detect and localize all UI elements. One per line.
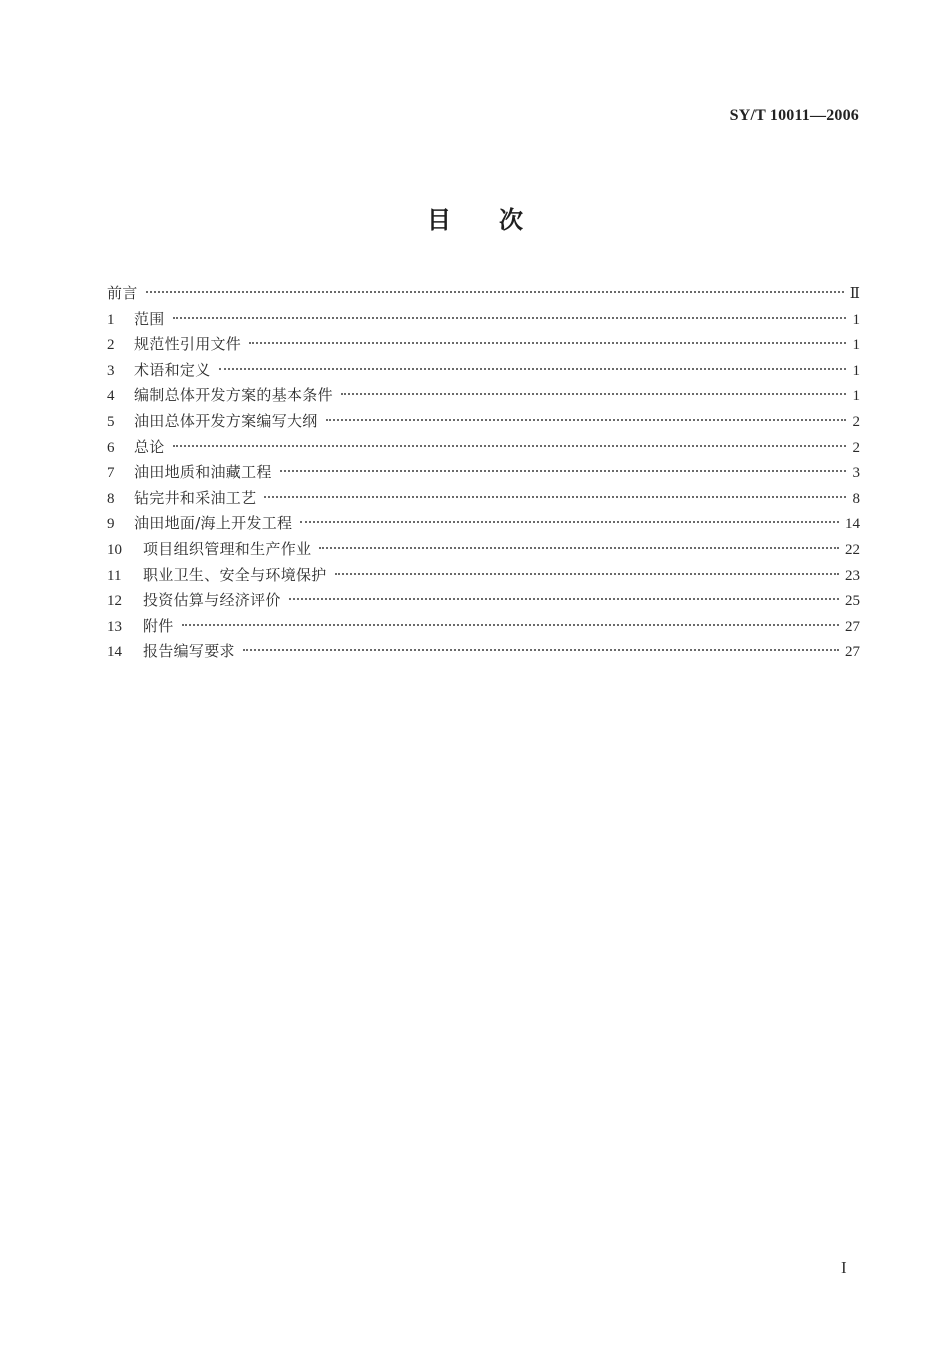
toc-entry-page: 1 bbox=[852, 337, 860, 354]
toc-entry-number: 10 bbox=[107, 541, 122, 558]
toc-entry[interactable] bbox=[107, 383, 860, 409]
toc-dot-leader bbox=[264, 496, 846, 498]
toc-entry[interactable] bbox=[107, 511, 860, 537]
toc-entry-number: 2 bbox=[107, 337, 115, 354]
toc-entry-number: 3 bbox=[107, 362, 115, 379]
toc-dot-leader bbox=[219, 368, 846, 370]
toc-entry-page: 22 bbox=[845, 541, 860, 558]
toc-entry-title: 术语和定义 bbox=[134, 360, 211, 379]
page-number: I bbox=[841, 1258, 847, 1277]
toc-entry-number: 14 bbox=[107, 644, 122, 661]
toc-entry-number: 4 bbox=[107, 388, 115, 405]
toc-dot-leader bbox=[243, 649, 839, 651]
toc-entry-title: 项目组织管理和生产作业 bbox=[143, 539, 312, 558]
toc-entry[interactable] bbox=[107, 281, 860, 307]
page-title-char-2: 次 bbox=[499, 206, 523, 234]
toc-dot-leader bbox=[319, 547, 839, 549]
toc-dot-leader bbox=[182, 624, 839, 626]
toc-entry-title: 油田地面/海上开发工程 bbox=[134, 514, 293, 533]
toc-entry-title: 附件 bbox=[143, 616, 174, 635]
toc-entry-page: 27 bbox=[845, 618, 860, 635]
toc-entry-page: 3 bbox=[852, 465, 860, 482]
toc-entry[interactable] bbox=[107, 435, 860, 461]
toc-entry-number: 5 bbox=[107, 413, 115, 430]
toc-dot-leader bbox=[173, 317, 846, 319]
toc-dot-leader bbox=[335, 573, 839, 575]
toc-entry-page: 1 bbox=[852, 362, 860, 379]
toc-entry-page: 2 bbox=[852, 413, 860, 430]
toc-entry[interactable] bbox=[107, 614, 860, 640]
toc-entry[interactable] bbox=[107, 332, 860, 358]
standard-code: SY/T 10011—2006 bbox=[729, 107, 859, 124]
toc-entry-title: 前言 bbox=[107, 284, 138, 302]
toc-entry-page: 14 bbox=[845, 516, 860, 533]
toc-entry[interactable] bbox=[107, 409, 860, 435]
toc-dot-leader bbox=[326, 419, 846, 421]
toc-entry-title: 职业卫生、安全与环境保护 bbox=[143, 565, 327, 584]
toc-dot-leader bbox=[146, 291, 844, 293]
toc-entry-page: 2 bbox=[852, 439, 860, 456]
toc-entry-number: 1 bbox=[107, 311, 115, 328]
toc-dot-leader bbox=[280, 470, 846, 472]
toc-entry-page: 23 bbox=[845, 567, 860, 584]
toc-entry[interactable] bbox=[107, 563, 860, 589]
page-title bbox=[0, 200, 950, 235]
toc-entry[interactable] bbox=[107, 639, 860, 665]
toc-entry[interactable] bbox=[107, 486, 860, 512]
toc-entry-number: 6 bbox=[107, 439, 115, 456]
table-of-contents bbox=[107, 281, 860, 665]
toc-entry-page: 1 bbox=[852, 388, 860, 405]
toc-entry-page: 25 bbox=[845, 593, 860, 610]
toc-entry-number: 11 bbox=[107, 567, 122, 584]
toc-entry-number: 12 bbox=[107, 593, 122, 610]
toc-entry[interactable] bbox=[107, 460, 860, 486]
toc-entry-page: 1 bbox=[852, 311, 860, 328]
toc-entry[interactable] bbox=[107, 537, 860, 563]
toc-dot-leader bbox=[173, 445, 846, 447]
toc-entry-number: 9 bbox=[107, 516, 115, 533]
page-title-char-1: 目 bbox=[427, 206, 451, 234]
toc-entry[interactable] bbox=[107, 307, 860, 333]
toc-entry-title: 钻完井和采油工艺 bbox=[134, 488, 257, 507]
toc-entry-number: 8 bbox=[107, 490, 115, 507]
toc-entry-page: Ⅱ bbox=[849, 286, 860, 302]
toc-entry-page: 27 bbox=[845, 644, 860, 661]
toc-dot-leader bbox=[300, 521, 839, 523]
toc-entry-title: 总论 bbox=[134, 437, 165, 456]
toc-entry-number: 13 bbox=[107, 618, 122, 635]
toc-entry-title: 编制总体开发方案的基本条件 bbox=[134, 386, 333, 405]
toc-entry[interactable] bbox=[107, 588, 860, 614]
toc-entry-title: 油田地质和油藏工程 bbox=[134, 463, 272, 482]
toc-dot-leader bbox=[341, 393, 846, 395]
toc-entry-number: 7 bbox=[107, 465, 115, 482]
toc-entry-title: 投资估算与经济评价 bbox=[143, 591, 281, 610]
toc-entry-title: 范围 bbox=[134, 309, 165, 328]
toc-dot-leader bbox=[289, 598, 839, 600]
toc-entry-title: 报告编写要求 bbox=[143, 642, 235, 661]
toc-entry[interactable] bbox=[107, 358, 860, 384]
toc-entry-title: 规范性引用文件 bbox=[134, 335, 242, 354]
toc-entry-title: 油田总体开发方案编写大纲 bbox=[134, 411, 318, 430]
toc-entry-page: 8 bbox=[852, 490, 860, 507]
toc-dot-leader bbox=[249, 342, 846, 344]
